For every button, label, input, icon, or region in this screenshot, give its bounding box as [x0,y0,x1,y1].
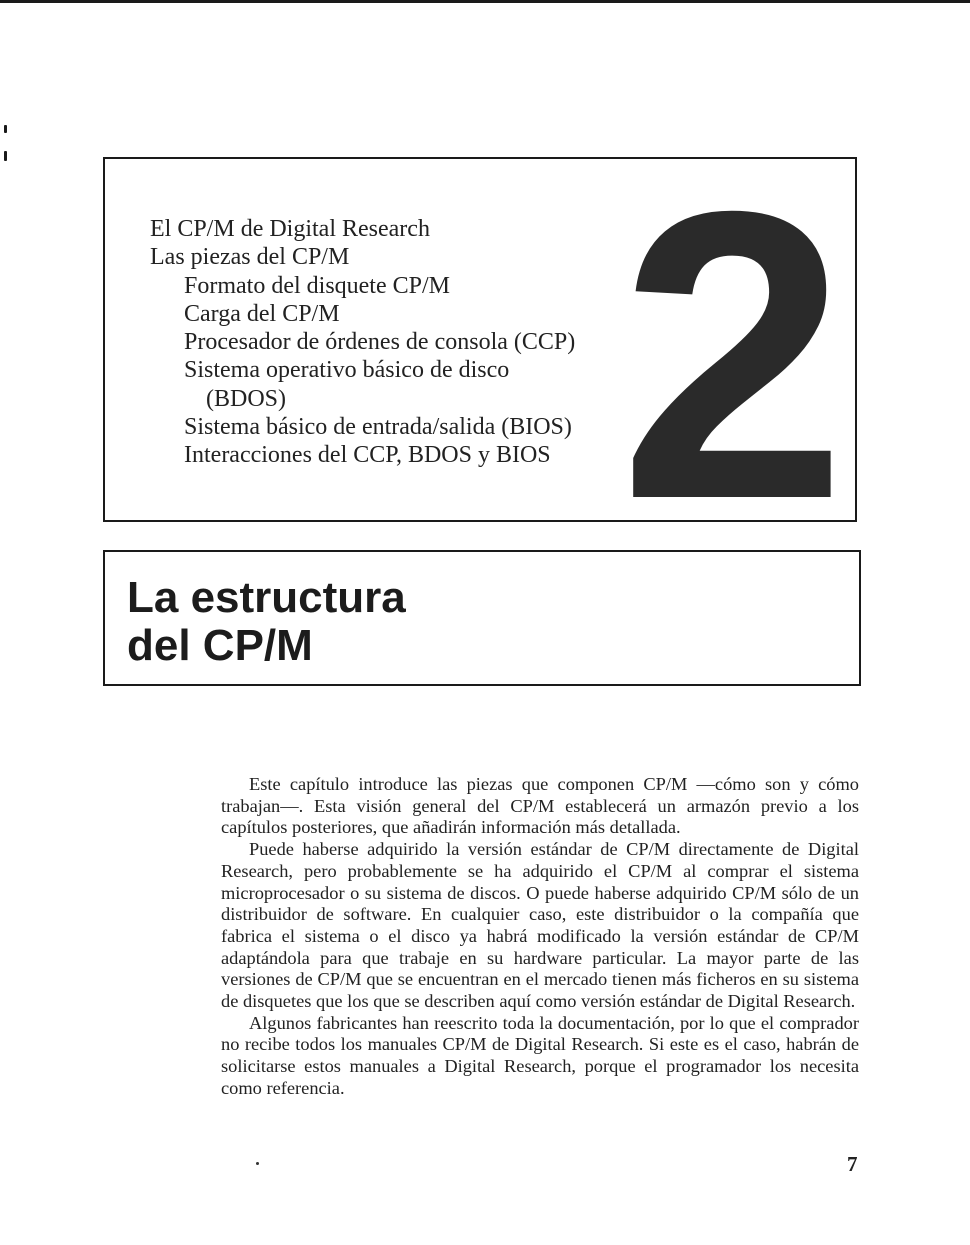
contents-subitem: Procesador de órdenes de consola (CCP) [184,329,576,356]
contents-subitem: Sistema operativo básico de disco [184,357,510,384]
chapter-title-line: del CP/M [127,621,313,670]
chapter-number: 2 [618,126,848,584]
top-border-rule [0,0,970,3]
chapter-contents-list [150,215,575,470]
page-number: 7 [847,1152,858,1176]
contents-subitem: Sistema básico de entrada/salida (BIOS) [184,414,572,441]
scan-edge-mark [4,151,7,161]
footer-dot [256,1162,259,1165]
contents-item: Las piezas del CP/M [150,244,350,271]
body-paragraph: Este capítulo introduce las piezas que componen CP/M —cómo son y cómo trabajan—. Esta visión general del CP/M establecerá un armazón previo a los capítulos posteriores, que añadirán información más detallada. [221,774,859,838]
body-paragraph: Puede haberse adquirido la versión estándar de CP/M directamente de Digital Research, pero probablemente se ha adquirido el CP/M al comprar el sistema microprocesador o su sistema de discos. O puede haberse adquirido CP/M sólo de un distribuidor de software. En cualquier caso, este distribuidor o la compañía que fabrica el sistema o el disco ya habrá modificado la versión estándar de CP/M adaptándola para que trabaje en su hardware particular. La mayor parte de las versiones de CP/M que se encuentran en el mercado tienen más ficheros en su sistema de disquetes que los que se describen aquí como versión estándar de Digital Research. [221,839,859,1012]
chapter-title-box [103,550,861,686]
contents-subitem: Formato del disquete CP/M [184,272,450,299]
chapter-number-graphic [613,126,853,584]
chapter-body [221,774,859,1100]
chapter-title [127,574,406,670]
contents-item: El CP/M de Digital Research [150,216,430,242]
contents-subitem: Carga del CP/M [184,300,340,327]
contents-subitem: Interacciones del CCP, BDOS y BIOS [184,442,551,469]
chapter-title-line: La estructura [127,573,406,622]
body-paragraph: Algunos fabricantes han reescrito toda la documentación, por lo que el comprador no recibe todos los manuales CP/M de Digital Research. Si este es el caso, habrán de solicitarse estos manuales a Digital Research, porque el programador los necesita como referencia. [221,1012,859,1098]
contents-subitem-continuation: (BDOS) [206,385,287,412]
chapter-contents-box [103,126,857,584]
scan-edge-mark [4,125,7,133]
